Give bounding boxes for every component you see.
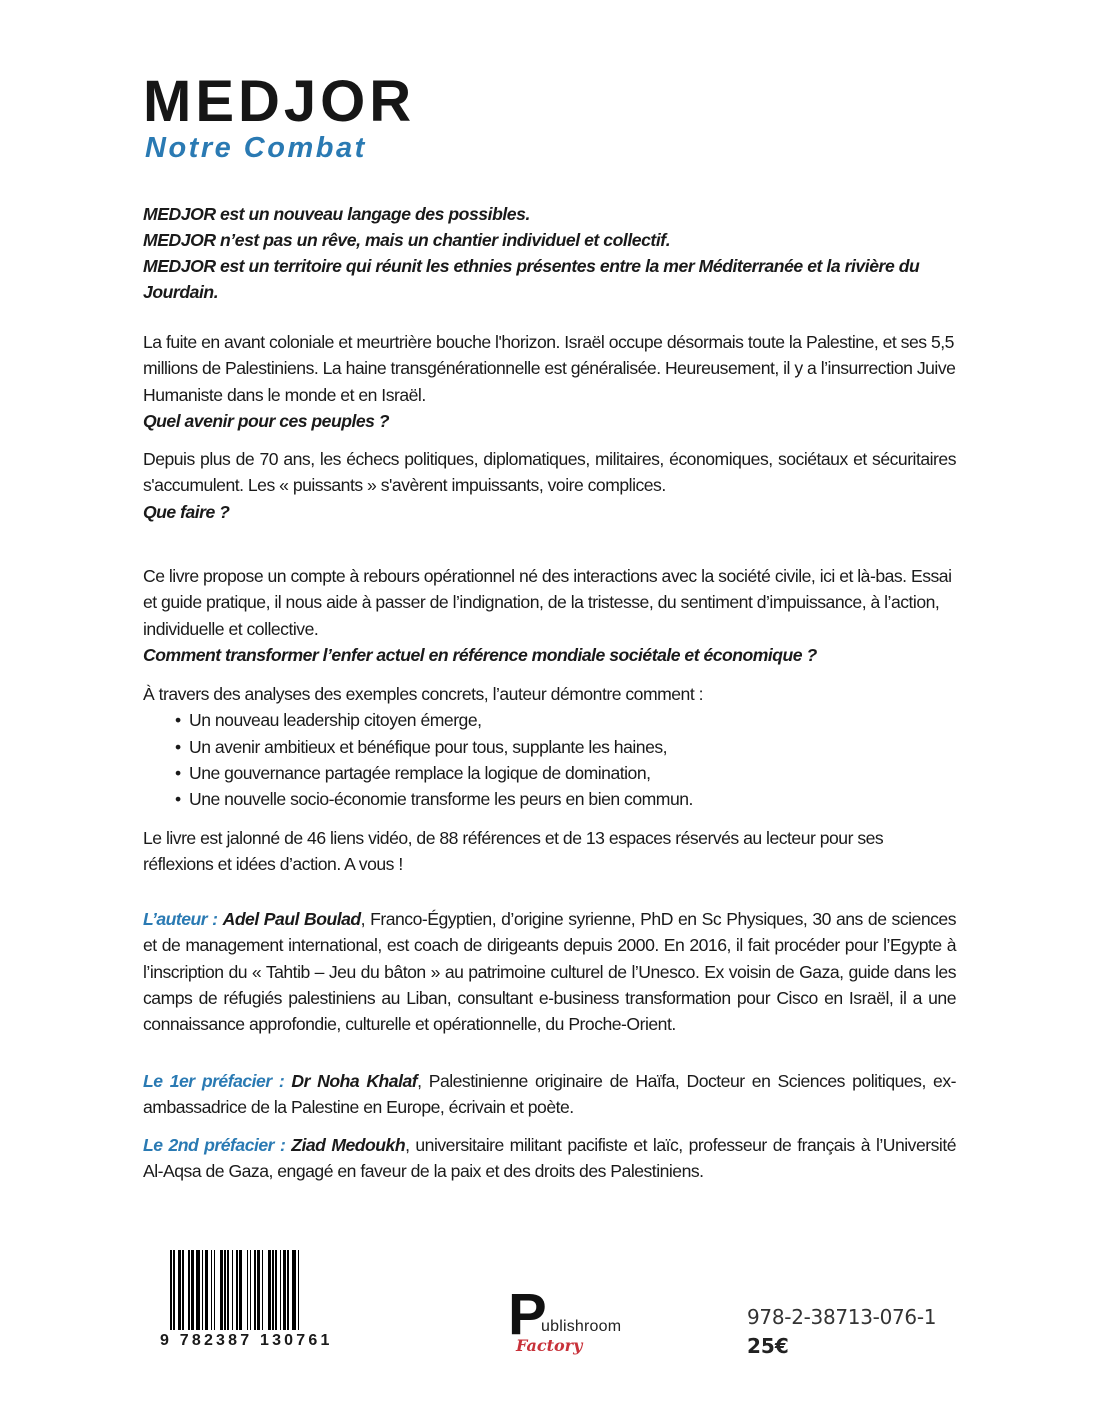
bio-preface-1 bbox=[143, 1068, 956, 1121]
bullet-icon: • bbox=[175, 789, 181, 810]
section-question: Quel avenir pour ces peuples ? bbox=[143, 410, 390, 431]
price: 25€ bbox=[747, 1334, 789, 1358]
intro-line: MEDJOR est un nouveau langage des possibles. bbox=[143, 204, 530, 224]
barcode-gap bbox=[299, 1250, 301, 1330]
back-cover bbox=[143, 69, 956, 1182]
publisher-logo-initial: P bbox=[508, 1282, 547, 1347]
bio-label: Le 1er préfacier : bbox=[143, 1071, 285, 1091]
section-text: Depuis plus de 70 ans, les échecs politiques, diplomatiques, militaires, économiques, sociétaux et sécuritaires s'accumulent. Les « puissants » s'avèrent impuissants, voire complices. bbox=[143, 449, 956, 496]
bio-author bbox=[143, 906, 956, 1037]
section-text: La fuite en avant coloniale et meurtrière bouche l'horizon. Israël occupe désormais toute la Palestine, et ses 5,5 millions de Palestiniens. La haine transgénérationnelle est généralisée. Heureusement, il y a l’insurrection Juive Humaniste dans le monde et en Israël. bbox=[143, 332, 956, 405]
list-item-text: Un nouveau leadership citoyen émerge, bbox=[189, 710, 482, 731]
bio-text: , Franco-Égyptien, d’origine syrienne, PhD en Sc Physiques, 30 ans de sciences et de management international, est coach de dirigeants depuis 2000. En 2016, il fait procéder pour l’Egypte à l’inscription du « Tahtib – Jeu du bâton » au patrimoine culturel de l’Unesco. Ex voisin de Gaza, guide dans les camps de réfugiés palestiniens au Liban, consultant e-business transformation pour Cisco en Israël, il a une connaissance approfondie, culturelle et opérationnelle, du Proche-Orient. bbox=[143, 909, 956, 1035]
section-book-purpose bbox=[143, 563, 956, 668]
bio-text: , universitaire militant pacifiste et laïc, professeur de français à l’Université Al-Aqsa de Gaza, engagé en faveur de la paix et des droits des Palestiniens. bbox=[143, 1135, 956, 1182]
list-item-text: Une nouvelle socio-économie transforme les peurs en bien commun. bbox=[189, 789, 693, 810]
list-item bbox=[175, 786, 956, 812]
barcode-digits: 9 782387 130761 bbox=[160, 1332, 333, 1349]
section-failures bbox=[143, 446, 956, 525]
bio-text: , Palestinienne originaire de Haïfa, Docteur en Sciences politiques, ex-ambassadrice de la Palestine en Europe, écrivain et poète. bbox=[143, 1071, 956, 1118]
list-item bbox=[175, 760, 956, 786]
bullet-icon: • bbox=[175, 710, 181, 731]
book-title: MEDJOR bbox=[143, 69, 416, 134]
isbn-barcode bbox=[160, 1250, 356, 1360]
list-item-text: Une gouvernance partagée remplace la logique de domination, bbox=[189, 762, 651, 783]
bio-label: Le 2nd préfacier : bbox=[143, 1135, 286, 1155]
list-item bbox=[175, 734, 956, 760]
publisher-logo-sub: Factory bbox=[516, 1336, 583, 1355]
intro-statements bbox=[143, 201, 956, 305]
bullet-icon: • bbox=[175, 762, 181, 783]
barcode-bars bbox=[170, 1250, 356, 1330]
list-item-text: Un avenir ambitieux et bénéfique pour tous, supplante les haines, bbox=[189, 736, 668, 757]
analysis-lead: À travers des analyses des exemples concrets, l’auteur démontre comment : bbox=[143, 684, 704, 704]
bio-label: L’auteur : bbox=[143, 909, 218, 929]
analysis-section bbox=[143, 681, 956, 812]
bio-name: Dr Noha Khalaf bbox=[291, 1071, 418, 1091]
bio-preface-2 bbox=[143, 1132, 956, 1185]
bio-name: Adel Paul Boulad bbox=[222, 909, 361, 929]
isbn-number: 978-2-38713-076-1 bbox=[747, 1305, 937, 1329]
book-subtitle: Notre Combat bbox=[145, 132, 367, 164]
section-text: Ce livre propose un compte à rebours opérationnel né des interactions avec la société civile, ici et là-bas. Essai et guide pratique, il nous aide à passer de l’indignation, de la tristesse, du sentiment d’impuissance, à l’action, individuelle et collective. bbox=[143, 566, 952, 639]
intro-line: MEDJOR n’est pas un rêve, mais un chantier individuel et collectif. bbox=[143, 230, 671, 250]
analysis-list bbox=[143, 707, 956, 812]
section-question: Comment transformer l’enfer actuel en référence mondiale sociétale et économique ? bbox=[143, 644, 817, 665]
publisher-logo bbox=[480, 1282, 630, 1366]
intro-line: MEDJOR est un territoire qui réunit les ethnies présentes entre la mer Méditerranée et la rivière du Jourdain. bbox=[143, 256, 920, 302]
publisher-logo-name: ublishroom bbox=[541, 1318, 622, 1335]
bullet-icon: • bbox=[175, 736, 181, 757]
list-item bbox=[175, 707, 956, 733]
section-colonial bbox=[143, 329, 956, 434]
bio-name: Ziad Medoukh bbox=[291, 1135, 406, 1155]
book-contents bbox=[143, 825, 956, 878]
book-contents-text: Le livre est jalonné de 46 liens vidéo, de 88 références et de 13 espaces réservés au lecteur pour ses réflexions et idées d’action. A vous ! bbox=[143, 828, 884, 875]
section-question: Que faire ? bbox=[143, 501, 230, 522]
